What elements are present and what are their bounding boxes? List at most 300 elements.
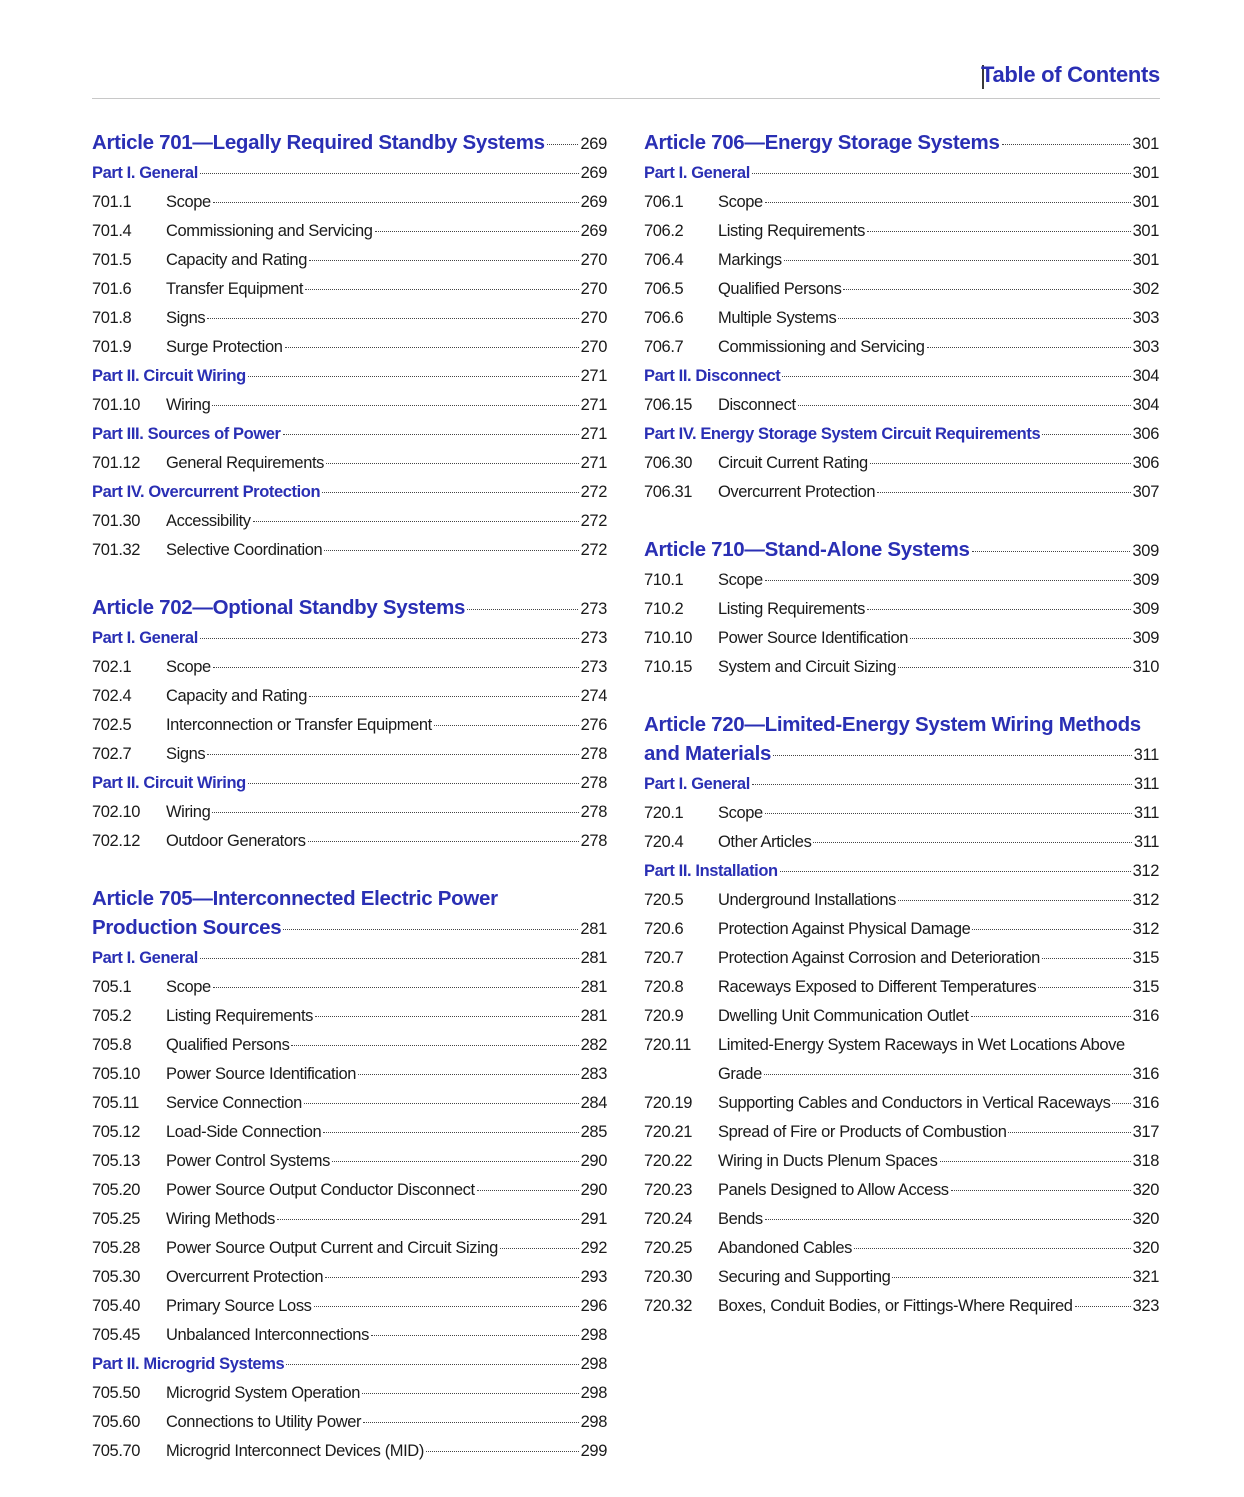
page-number: 320 (1132, 1239, 1159, 1257)
section-number: 706.30 (644, 454, 693, 472)
toc-column-right (644, 128, 1159, 1349)
section-title: Accessibility (166, 512, 251, 530)
part-heading[interactable] (92, 362, 607, 391)
part-heading[interactable] (92, 478, 607, 507)
section-entry[interactable] (92, 1118, 607, 1147)
dot-leader (765, 580, 1131, 581)
dot-leader (467, 609, 578, 610)
part-heading[interactable] (92, 944, 607, 973)
part-heading[interactable] (644, 420, 1159, 449)
section-number: 720.22 (644, 1152, 693, 1170)
dot-leader (780, 871, 1131, 872)
section-title: Bends (718, 1210, 763, 1228)
section-entry[interactable] (644, 799, 1159, 828)
article-block (644, 535, 1159, 682)
part-title: Part I. General (92, 629, 198, 647)
section-entry[interactable] (644, 333, 1159, 362)
page-number: 316 (1132, 1065, 1159, 1083)
article-title-line: and Materials (644, 742, 772, 765)
section-entry[interactable] (92, 653, 607, 682)
page-number: 274 (580, 687, 607, 705)
section-entry[interactable] (644, 828, 1159, 857)
section-number: 705.10 (92, 1065, 141, 1083)
page-number: 311 (1133, 746, 1159, 764)
dot-leader (813, 842, 1131, 843)
section-entry[interactable] (92, 1408, 607, 1437)
section-title: Grade (718, 1065, 762, 1083)
section-number: 720.9 (644, 1007, 684, 1025)
dot-leader (291, 1045, 578, 1046)
page-number: 321 (1132, 1268, 1159, 1286)
part-title: Part II. Installation (644, 862, 778, 880)
section-title: Supporting Cables and Conductors in Vertical Raceways (718, 1094, 1111, 1112)
section-entry[interactable] (92, 1437, 607, 1466)
dot-leader (314, 1306, 579, 1307)
section-number: 706.1 (644, 193, 684, 211)
section-number: 701.9 (92, 338, 132, 356)
section-number: 710.15 (644, 658, 693, 676)
section-entry[interactable] (92, 1060, 607, 1089)
dot-leader (765, 202, 1131, 203)
section-title: Overcurrent Protection (718, 483, 876, 501)
section-entry[interactable] (644, 391, 1159, 420)
section-title: Microgrid System Operation (166, 1384, 361, 1402)
section-entry[interactable] (92, 1205, 607, 1234)
dot-leader (798, 405, 1131, 406)
page-number: 281 (580, 920, 607, 938)
section-number: 705.70 (92, 1442, 141, 1460)
section-entry[interactable] (644, 886, 1159, 915)
page-number: 281 (580, 978, 607, 996)
page-number: 302 (1132, 280, 1159, 298)
section-number: 720.21 (644, 1123, 693, 1141)
part-title: Part II. Disconnect (644, 367, 781, 385)
section-entry[interactable] (92, 1031, 607, 1060)
dot-leader (286, 1364, 578, 1365)
section-number: 706.4 (644, 251, 684, 269)
section-title: Scope (166, 193, 211, 211)
section-number: 705.12 (92, 1123, 141, 1141)
section-title: Dwelling Unit Communication Outlet (718, 1007, 969, 1025)
dot-leader (375, 231, 579, 232)
page-number: 270 (580, 251, 607, 269)
section-entry[interactable] (92, 1089, 607, 1118)
page-title: Table of Contents (980, 62, 1160, 87)
section-number: 701.30 (92, 512, 141, 530)
section-number: 705.60 (92, 1413, 141, 1431)
section-title: Primary Source Loss (166, 1297, 312, 1315)
section-entry[interactable] (644, 304, 1159, 333)
section-number: 705.25 (92, 1210, 141, 1228)
section-number: 720.1 (644, 804, 684, 822)
page-number: 309 (1132, 571, 1159, 589)
section-title: Connections to Utility Power (166, 1413, 362, 1431)
article-title-text: Article 701—Legally Required Standby Systems (92, 131, 545, 154)
section-entry[interactable] (92, 391, 607, 420)
section-title: Markings (718, 251, 782, 269)
section-title: Qualified Persons (718, 280, 842, 298)
dot-leader (277, 1219, 579, 1220)
section-number: 720.32 (644, 1297, 693, 1315)
dot-leader (325, 1277, 578, 1278)
section-number: 701.10 (92, 396, 141, 414)
section-number: 720.7 (644, 949, 684, 967)
dot-leader (927, 347, 1131, 348)
section-entry[interactable] (92, 827, 607, 856)
page-number: 298 (580, 1355, 607, 1373)
section-entry[interactable] (92, 1263, 607, 1292)
dot-leader (940, 1161, 1131, 1162)
section-title: General Requirements (166, 454, 324, 472)
dot-leader (322, 492, 579, 493)
article-title[interactable] (644, 710, 1159, 770)
dot-leader (285, 347, 579, 348)
section-entry[interactable] (644, 1089, 1159, 1118)
dot-leader (207, 318, 578, 319)
section-title: Service Connection (166, 1094, 302, 1112)
section-entry-continued[interactable] (644, 1060, 1159, 1089)
section-number: 705.50 (92, 1384, 141, 1402)
page-number: 278 (580, 745, 607, 763)
section-entry[interactable] (644, 217, 1159, 246)
page-number: 306 (1132, 425, 1159, 443)
page-number: 315 (1132, 949, 1159, 967)
section-number: 720.4 (644, 833, 684, 851)
section-entry[interactable] (644, 915, 1159, 944)
dot-leader (971, 1016, 1131, 1017)
dot-leader (838, 318, 1130, 319)
part-title: Part IV. Overcurrent Protection (92, 483, 321, 501)
page-number: 311 (1133, 833, 1159, 851)
section-number: 720.8 (644, 978, 684, 996)
section-entry[interactable] (644, 1205, 1159, 1234)
section-entry[interactable] (644, 1118, 1159, 1147)
section-number: 705.45 (92, 1326, 141, 1344)
section-title: Protection Against Physical Damage (718, 920, 971, 938)
page-number: 301 (1132, 222, 1159, 240)
section-number: 706.5 (644, 280, 684, 298)
section-entry[interactable] (644, 595, 1159, 624)
page-number: 312 (1132, 891, 1159, 909)
article-title-text: Article 706—Energy Storage Systems (644, 131, 1000, 154)
page-number: 298 (580, 1326, 607, 1344)
section-number: 702.10 (92, 803, 141, 821)
section-number: 705.28 (92, 1239, 141, 1257)
part-title: Part II. Circuit Wiring (92, 774, 246, 792)
part-heading[interactable] (644, 362, 1159, 391)
section-number: 702.7 (92, 745, 132, 763)
article-block (92, 593, 607, 856)
dot-leader (213, 667, 579, 668)
page-number: 310 (1132, 658, 1159, 676)
section-title: Capacity and Rating (166, 251, 307, 269)
section-number: 720.11 (644, 1036, 691, 1054)
dot-leader (867, 609, 1131, 610)
page-number: 269 (580, 193, 607, 211)
dot-leader (253, 521, 579, 522)
dot-leader (870, 463, 1131, 464)
dot-leader (867, 231, 1131, 232)
section-entry[interactable] (92, 798, 607, 827)
dot-leader (1008, 1132, 1130, 1133)
section-title: Scope (718, 193, 763, 211)
page-number: 301 (1132, 164, 1159, 182)
section-number: 702.12 (92, 832, 141, 850)
section-entry[interactable] (92, 740, 607, 769)
page-number: 301 (1132, 135, 1159, 153)
page-number: 270 (580, 309, 607, 327)
dot-leader (371, 1335, 579, 1336)
section-entry[interactable] (644, 246, 1159, 275)
section-title: Wiring (166, 803, 211, 821)
section-entry[interactable] (644, 1263, 1159, 1292)
section-number: 706.31 (644, 483, 693, 501)
section-title: Transfer Equipment (166, 280, 304, 298)
section-title: Capacity and Rating (166, 687, 307, 705)
dot-leader (207, 754, 578, 755)
page-number: 299 (580, 1442, 607, 1460)
dot-leader (315, 1016, 579, 1017)
page-number: 304 (1132, 367, 1159, 385)
section-entry[interactable] (92, 1147, 607, 1176)
section-number: 720.6 (644, 920, 684, 938)
dot-leader (363, 1422, 579, 1423)
page-number: 290 (580, 1181, 607, 1199)
section-title: Raceways Exposed to Different Temperatures (718, 978, 1037, 996)
dot-leader (910, 638, 1131, 639)
dot-leader (213, 202, 579, 203)
part-heading[interactable] (644, 857, 1159, 886)
dot-leader (332, 1161, 579, 1162)
section-entry[interactable] (92, 333, 607, 362)
page-number: 281 (580, 1007, 607, 1025)
section-entry[interactable] (644, 1031, 1159, 1060)
page-number: 284 (580, 1094, 607, 1112)
section-number: 702.4 (92, 687, 132, 705)
article-title[interactable] (92, 128, 607, 159)
section-entry[interactable] (644, 1234, 1159, 1263)
dot-leader (309, 696, 579, 697)
dot-leader (784, 260, 1131, 261)
page-number: 316 (1132, 1094, 1159, 1112)
page-number: 273 (580, 658, 607, 676)
section-entry[interactable] (644, 1002, 1159, 1031)
article-block (92, 128, 607, 565)
article-title-line: Production Sources (92, 916, 282, 939)
dot-leader (898, 900, 1131, 901)
dot-leader (212, 405, 578, 406)
page-number: 296 (580, 1297, 607, 1315)
page-number: 304 (1132, 396, 1159, 414)
page-number: 312 (1132, 920, 1159, 938)
section-title: Power Control Systems (166, 1152, 330, 1170)
article-title[interactable] (92, 884, 607, 944)
page-number: 278 (580, 832, 607, 850)
section-number: 705.13 (92, 1152, 141, 1170)
dot-leader (765, 813, 1132, 814)
part-heading[interactable] (644, 770, 1159, 799)
page-number: 270 (580, 280, 607, 298)
section-entry[interactable] (644, 1176, 1159, 1205)
section-title: Multiple Systems (718, 309, 837, 327)
page-number: 269 (580, 135, 607, 153)
dot-leader (434, 725, 579, 726)
dot-leader (892, 1277, 1130, 1278)
dot-leader (765, 1219, 1131, 1220)
section-entry[interactable] (92, 682, 607, 711)
section-title: Wiring (166, 396, 211, 414)
section-title: Qualified Persons (166, 1036, 290, 1054)
page-number: 306 (1132, 454, 1159, 472)
page-number: 278 (580, 803, 607, 821)
section-entry[interactable] (644, 653, 1159, 682)
section-entry[interactable] (92, 973, 607, 1002)
page-number: 301 (1132, 193, 1159, 211)
section-entry[interactable] (92, 188, 607, 217)
dot-leader (764, 1074, 1131, 1075)
section-number: 701.5 (92, 251, 132, 269)
part-title: Part II. Microgrid Systems (92, 1355, 285, 1373)
page-number: 309 (1132, 542, 1159, 560)
page-number: 271 (580, 367, 607, 385)
section-entry[interactable] (644, 449, 1159, 478)
section-title: Load-Side Connection (166, 1123, 322, 1141)
page-number: 303 (1132, 338, 1159, 356)
page-number: 318 (1132, 1152, 1159, 1170)
section-entry[interactable] (644, 566, 1159, 595)
page-number: 316 (1132, 1007, 1159, 1025)
page-number: 281 (580, 949, 607, 967)
section-number: 705.20 (92, 1181, 141, 1199)
part-title: Part I. General (92, 164, 198, 182)
section-title: Overcurrent Protection (166, 1268, 324, 1286)
section-entry[interactable] (92, 217, 607, 246)
section-title: Power Source Output Current and Circuit Sizing (166, 1239, 498, 1257)
section-title: Underground Installations (718, 891, 897, 909)
part-title: Part I. General (92, 949, 198, 967)
section-entry[interactable] (644, 188, 1159, 217)
section-number: 706.2 (644, 222, 684, 240)
page-number: 285 (580, 1123, 607, 1141)
page-number: 323 (1132, 1297, 1159, 1315)
dot-leader (854, 1248, 1131, 1249)
section-number: 701.1 (92, 193, 132, 211)
part-title: Part II. Circuit Wiring (92, 367, 246, 385)
section-title: Signs (166, 745, 206, 763)
section-entry[interactable] (644, 944, 1159, 973)
dot-leader (500, 1248, 579, 1249)
dot-leader (752, 784, 1132, 785)
section-entry[interactable] (644, 478, 1159, 507)
section-number: 701.12 (92, 454, 141, 472)
section-entry[interactable] (644, 275, 1159, 304)
section-entry[interactable] (92, 1379, 607, 1408)
page-number: 271 (580, 425, 607, 443)
section-title: Listing Requirements (166, 1007, 313, 1025)
part-title: Part I. General (644, 775, 750, 793)
section-number: 710.10 (644, 629, 693, 647)
page-number: 273 (580, 600, 607, 618)
section-entry[interactable] (92, 507, 607, 536)
dot-leader (200, 173, 579, 174)
section-entry[interactable] (92, 246, 607, 275)
page-number: 291 (580, 1210, 607, 1228)
section-entry[interactable] (92, 1002, 607, 1031)
page-number: 272 (580, 512, 607, 530)
section-title: Scope (718, 571, 763, 589)
section-entry[interactable] (92, 1176, 607, 1205)
section-entry[interactable] (92, 1321, 607, 1350)
page-number: 283 (580, 1065, 607, 1083)
section-entry[interactable] (92, 536, 607, 565)
section-number: 701.6 (92, 280, 132, 298)
dot-leader (283, 434, 579, 435)
part-heading[interactable] (92, 420, 607, 449)
section-entry[interactable] (92, 449, 607, 478)
page-number: 292 (580, 1239, 607, 1257)
part-title: Part III. Sources of Power (92, 425, 281, 443)
page-header (92, 60, 1160, 99)
page-number: 311 (1133, 804, 1159, 822)
dot-leader (358, 1074, 579, 1075)
article-block (644, 710, 1159, 1321)
dot-leader (200, 958, 579, 959)
section-title: Listing Requirements (718, 222, 865, 240)
part-heading[interactable] (644, 159, 1159, 188)
section-number: 720.25 (644, 1239, 693, 1257)
section-title: Boxes, Conduit Bodies, or Fittings-Where Required (718, 1297, 1073, 1315)
section-title: Spread of Fire or Products of Combustion (718, 1123, 1007, 1141)
article-title-row (92, 913, 607, 944)
article-title[interactable] (92, 593, 607, 624)
article-block (644, 128, 1159, 507)
section-entry[interactable] (644, 624, 1159, 653)
section-number: 705.2 (92, 1007, 132, 1025)
part-heading[interactable] (92, 624, 607, 653)
section-entry[interactable] (92, 1234, 607, 1263)
dot-leader (877, 492, 1130, 493)
dot-leader (1042, 958, 1131, 959)
section-entry[interactable] (644, 1292, 1159, 1321)
section-entry[interactable] (92, 711, 607, 740)
dot-leader (305, 289, 579, 290)
part-heading[interactable] (92, 769, 607, 798)
page-number: 320 (1132, 1210, 1159, 1228)
dot-leader (972, 551, 1131, 552)
section-title: Scope (718, 804, 763, 822)
dot-leader (752, 173, 1131, 174)
section-number: 720.5 (644, 891, 684, 909)
section-number: 705.1 (92, 978, 132, 996)
section-title: Signs (166, 309, 206, 327)
section-entry[interactable] (644, 1147, 1159, 1176)
article-title[interactable] (644, 128, 1159, 159)
part-heading[interactable] (92, 1350, 607, 1379)
article-title[interactable] (644, 535, 1159, 566)
section-title: Panels Designed to Allow Access (718, 1181, 949, 1199)
part-heading[interactable] (92, 159, 607, 188)
dot-leader (1002, 144, 1131, 145)
section-entry[interactable] (92, 1292, 607, 1321)
dot-leader (362, 1393, 579, 1394)
section-entry[interactable] (644, 973, 1159, 1002)
section-title: Power Source Output Conductor Disconnect (166, 1181, 475, 1199)
section-title: Surge Protection (166, 338, 283, 356)
section-title: Other Articles (718, 833, 812, 851)
section-entry[interactable] (92, 304, 607, 333)
article-title-row (644, 739, 1159, 770)
section-entry[interactable] (92, 275, 607, 304)
